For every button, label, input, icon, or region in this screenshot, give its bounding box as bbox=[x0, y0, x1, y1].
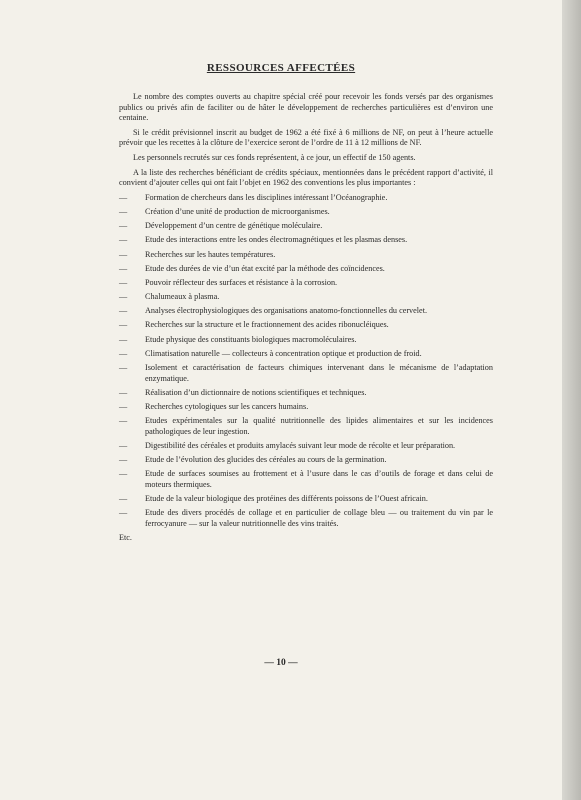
list-item-text: Isolement et caractérisation de facteurs chimiques intervenant dans le mécanisme de l’adaptation enzymatique. bbox=[145, 363, 493, 383]
dash-marker: — bbox=[119, 320, 128, 330]
list-item bbox=[119, 250, 493, 261]
list-item-text: Etude physique des constituants biologiques macromoléculaires. bbox=[145, 334, 357, 344]
dash-marker: — bbox=[119, 206, 128, 216]
list-item-text: Chalumeaux à plasma. bbox=[145, 292, 220, 302]
list-item bbox=[119, 320, 493, 331]
document-body bbox=[119, 92, 493, 544]
list-item bbox=[119, 235, 493, 246]
dash-marker: — bbox=[119, 263, 128, 273]
dash-marker: — bbox=[119, 494, 128, 504]
list-item bbox=[119, 402, 493, 413]
list-item-text: Développement d’un centre de génétique moléculaire. bbox=[145, 221, 323, 231]
list-item bbox=[119, 264, 493, 275]
dash-marker: — bbox=[119, 469, 128, 479]
dash-marker: — bbox=[119, 221, 128, 231]
list-item bbox=[119, 508, 493, 529]
list-item-text: Recherches sur la structure et le fractionnement des acides ribonucléiques. bbox=[145, 320, 389, 330]
dash-marker: — bbox=[119, 277, 128, 287]
dash-marker: — bbox=[119, 387, 128, 397]
scan-background-edge bbox=[562, 0, 581, 800]
page-number: — 10 — bbox=[264, 658, 298, 668]
dash-marker: — bbox=[119, 306, 128, 316]
list-item bbox=[119, 494, 493, 505]
list-item-text: Etude de l’évolution des glucides des céréales au cours de la germination. bbox=[145, 455, 387, 465]
list-item-text: Etudes expérimentales sur la qualité nutritionnelle des lipides alimentaires et sur les incidences pathologiques de leur ingestion. bbox=[145, 416, 493, 436]
list-item bbox=[119, 292, 493, 303]
dash-marker: — bbox=[119, 440, 128, 450]
list-item bbox=[119, 388, 493, 399]
dash-marker: — bbox=[119, 292, 128, 302]
list-item-text: Climatisation naturelle — collecteurs à concentration optique et production de froid. bbox=[145, 348, 422, 358]
list-item bbox=[119, 207, 493, 218]
list-item bbox=[119, 363, 493, 384]
closing-text: Etc. bbox=[119, 533, 132, 543]
list-item-text: Analyses électrophysiologiques des organisations anatomo-fonctionnelles du cervelet. bbox=[145, 306, 428, 316]
list-item-text: Création d’une unité de production de microorganismes. bbox=[145, 206, 330, 216]
list-item-text: Etude des durées de vie d’un état excité par la méthode des coïncidences. bbox=[145, 263, 385, 273]
list-item bbox=[119, 469, 493, 490]
list-item-text: Réalisation d’un dictionnaire de notions scientifiques et techniques. bbox=[145, 387, 367, 397]
dash-marker: — bbox=[119, 416, 128, 426]
list-item bbox=[119, 193, 493, 204]
list-item-text: Etude de la valeur biologique des protéines des différents poissons de l’Ouest africain. bbox=[145, 494, 428, 504]
dash-marker: — bbox=[119, 455, 128, 465]
dash-marker: — bbox=[119, 334, 128, 344]
paragraph: Si le crédit prévisionnel inscrit au budget de 1962 a été fixé à 6 millions de NF, on peut à l’heure actuelle prévoir que les recettes à la clôture de l’exercice seront de l’ordre de 11 à 12 millions de NF. bbox=[119, 127, 493, 148]
dash-marker: — bbox=[119, 401, 128, 411]
dash-marker: — bbox=[119, 363, 128, 372]
list-item-text: Pouvoir réflecteur des surfaces et résistance à la corrosion. bbox=[145, 277, 338, 287]
paragraph: Le nombre des comptes ouverts au chapitre spécial créé pour recevoir les fonds versés par des organismes publics ou privés afin de faciliter ou de hâter le développement de recherches particulières est d’environ une centaine. bbox=[119, 92, 493, 123]
list-item-text: Etude des divers procédés de collage et en particulier de collage bleu — ou traitement du vin par le ferrocyanure — sur la valeur nutritionnelle des vins traités. bbox=[145, 508, 493, 528]
dash-marker: — bbox=[119, 249, 128, 259]
list-item-text: Digestibilité des céréales et produits amylacés suivant leur mode de récolte et leur préparation. bbox=[145, 440, 456, 450]
dash-marker: — bbox=[119, 348, 128, 358]
dash-marker: — bbox=[119, 192, 128, 202]
list-item bbox=[119, 455, 493, 466]
list-item bbox=[119, 349, 493, 360]
dash-marker: — bbox=[119, 235, 128, 245]
list-item-text: Etude de surfaces soumises au frottement et à l’usure dans le cas d’outils de forage et dans celui de moteurs thermiques. bbox=[145, 469, 493, 489]
list-item bbox=[119, 335, 493, 346]
paragraph: A la liste des recherches bénéficiant de crédits spéciaux, mentionnées dans le précédent rapport d’activité, il convient d’ajouter celles qui ont fait l’objet en 1962 des conventions les plus importantes : bbox=[119, 167, 493, 188]
list-item-text: Recherches sur les hautes températures. bbox=[145, 249, 276, 259]
list-item bbox=[119, 221, 493, 232]
dash-marker: — bbox=[119, 508, 128, 518]
list-item bbox=[119, 441, 493, 452]
list-item bbox=[119, 278, 493, 289]
list-item-text: Recherches cytologiques sur les cancers humains. bbox=[145, 401, 309, 411]
paragraph: Les personnels recrutés sur ces fonds représentent, à ce jour, un effectif de 150 agents. bbox=[133, 152, 416, 162]
page-title: RESSOURCES AFFECTÉES bbox=[206, 62, 356, 74]
list-item bbox=[119, 416, 493, 437]
research-list bbox=[119, 193, 493, 530]
list-item-text: Formation de chercheurs dans les disciplines intéressant l’Océanographie. bbox=[145, 192, 388, 202]
list-item bbox=[119, 306, 493, 317]
list-item-text: Etude des interactions entre les ondes électromagnétiques et les plasmas denses. bbox=[145, 235, 408, 245]
